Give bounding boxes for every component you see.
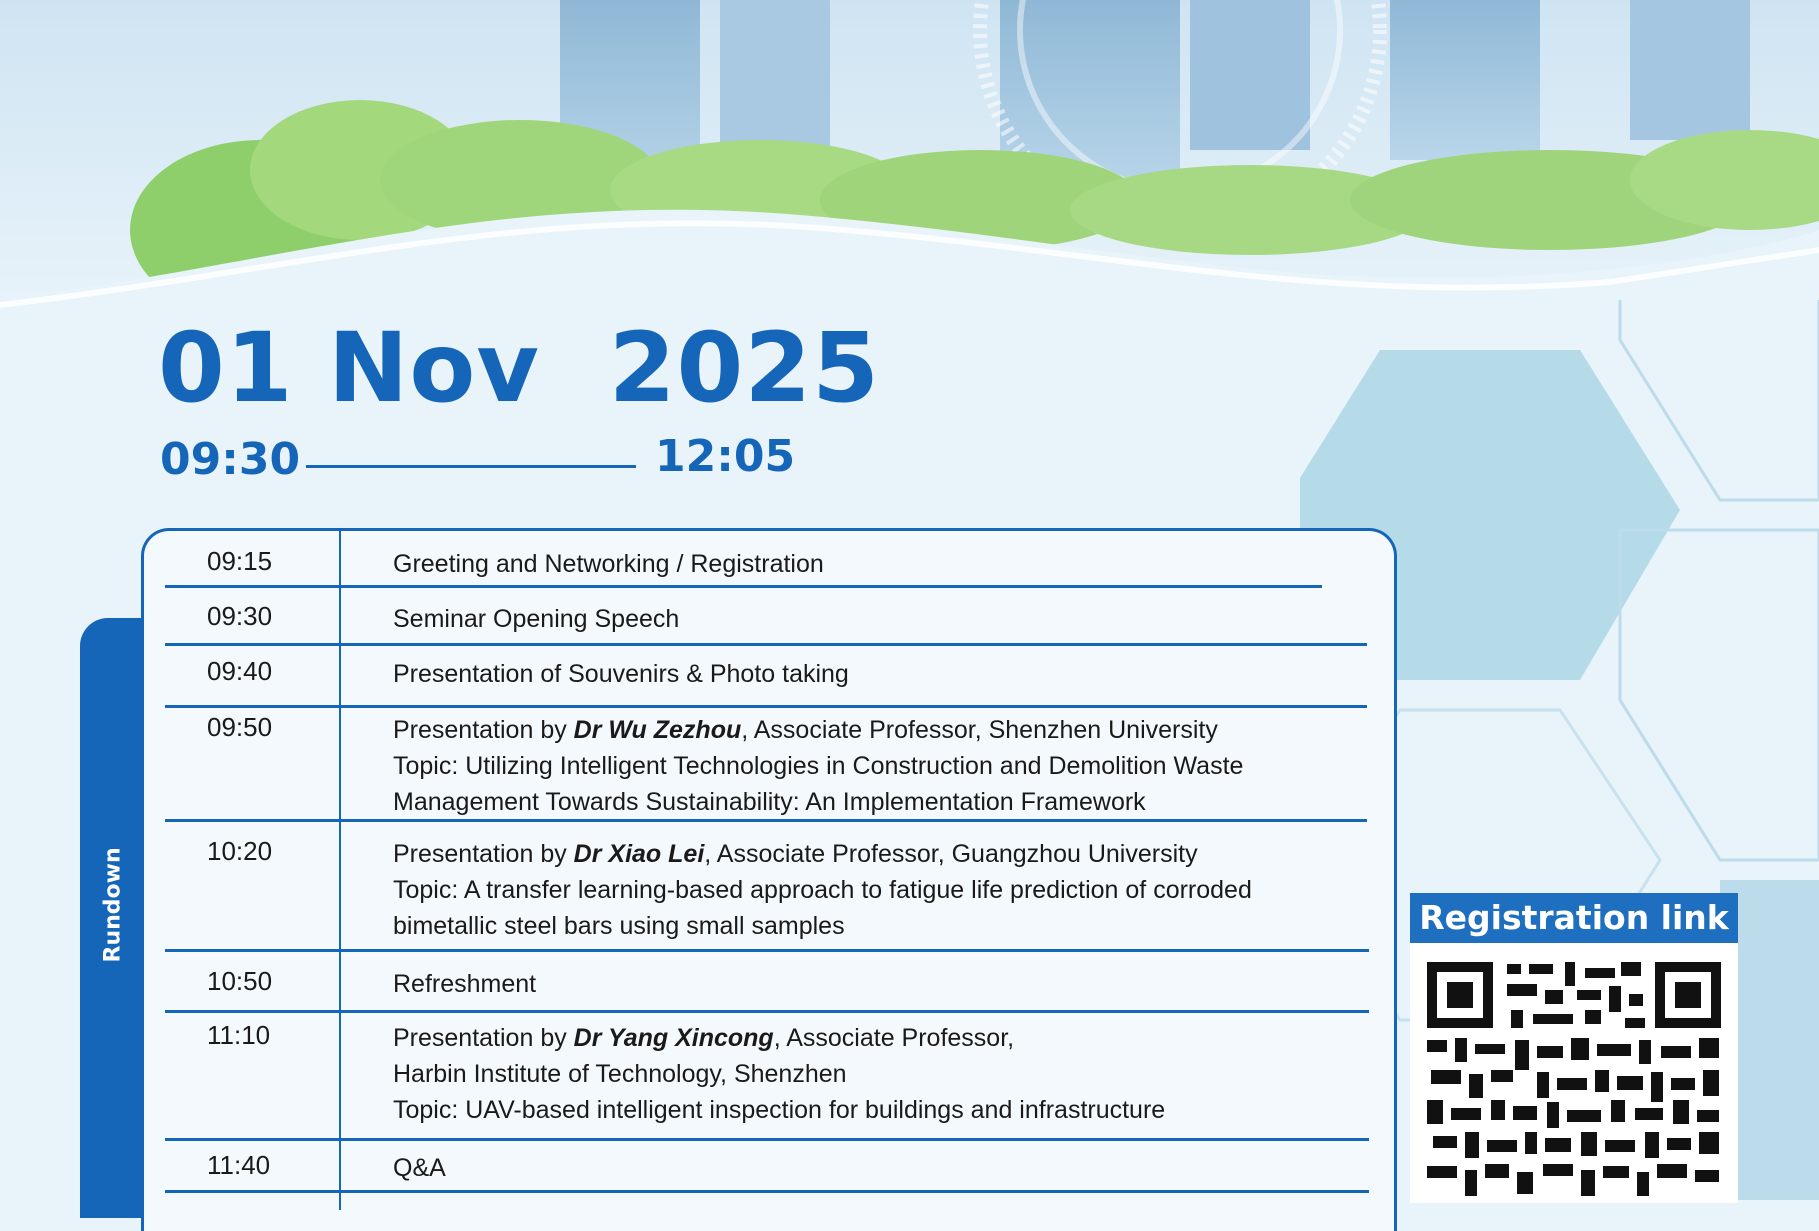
speaker-name: Dr Wu Zezhou (573, 716, 742, 744)
row-divider (165, 1190, 1369, 1193)
row-time: 09:30 (207, 601, 273, 631)
row-description: Presentation by Dr Yang Xincong, Associate Professor, Harbin Institute of Technology, Shenzhen Topic: UAV-based intelligent inspection for buildings and infrastructure (393, 1024, 1166, 1124)
row-divider (165, 705, 1367, 708)
end-time: 12:05 (655, 431, 796, 482)
speaker-name: Dr Yang Xincong (573, 1024, 774, 1052)
row-time: 10:20 (207, 836, 273, 866)
row-divider (165, 949, 1369, 952)
registration-qr-code[interactable] (1425, 960, 1723, 1200)
row-divider (165, 585, 1322, 588)
registration-link-title: Registration link (1410, 893, 1738, 943)
row-time: 11:40 (207, 1150, 271, 1180)
header-banner-image (0, 0, 1819, 310)
row-divider (165, 1138, 1369, 1141)
row-description: Greeting and Networking / Registration (393, 550, 824, 578)
column-divider (339, 530, 341, 1210)
row-description: Refreshment (393, 970, 537, 998)
row-description: Seminar Opening Speech (393, 605, 680, 633)
speaker-name: Dr Xiao Lei (573, 840, 705, 868)
row-time: 11:10 (207, 1020, 271, 1050)
row-time: 09:40 (207, 656, 273, 686)
event-date: 01 Nov 2025 (158, 312, 880, 424)
start-time: 09:30 (160, 434, 301, 485)
row-description: Presentation by Dr Wu Zezhou, Associate Professor, Shenzhen University Topic: Utilizing Intelligent Technologies in Construction and Demolition Waste Management Towards Sustainability: An Implementation Framework (393, 716, 1244, 816)
row-divider (165, 643, 1367, 646)
row-divider (165, 819, 1367, 822)
row-time: 09:50 (207, 712, 273, 742)
row-time: 09:15 (207, 546, 273, 576)
row-time: 10:50 (207, 966, 273, 996)
row-divider (165, 1010, 1369, 1013)
row-description: Presentation by Dr Xiao Lei, Associate Professor, Guangzhou University Topic: A transfer learning-based approach to fatigue life prediction of corroded bimetallic steel bars using small samples (393, 840, 1252, 940)
time-range-line (306, 465, 636, 468)
row-description: Presentation of Souvenirs & Photo taking (393, 660, 849, 688)
rundown-label: Rundown (100, 847, 126, 963)
row-description: Q&A (393, 1154, 446, 1182)
